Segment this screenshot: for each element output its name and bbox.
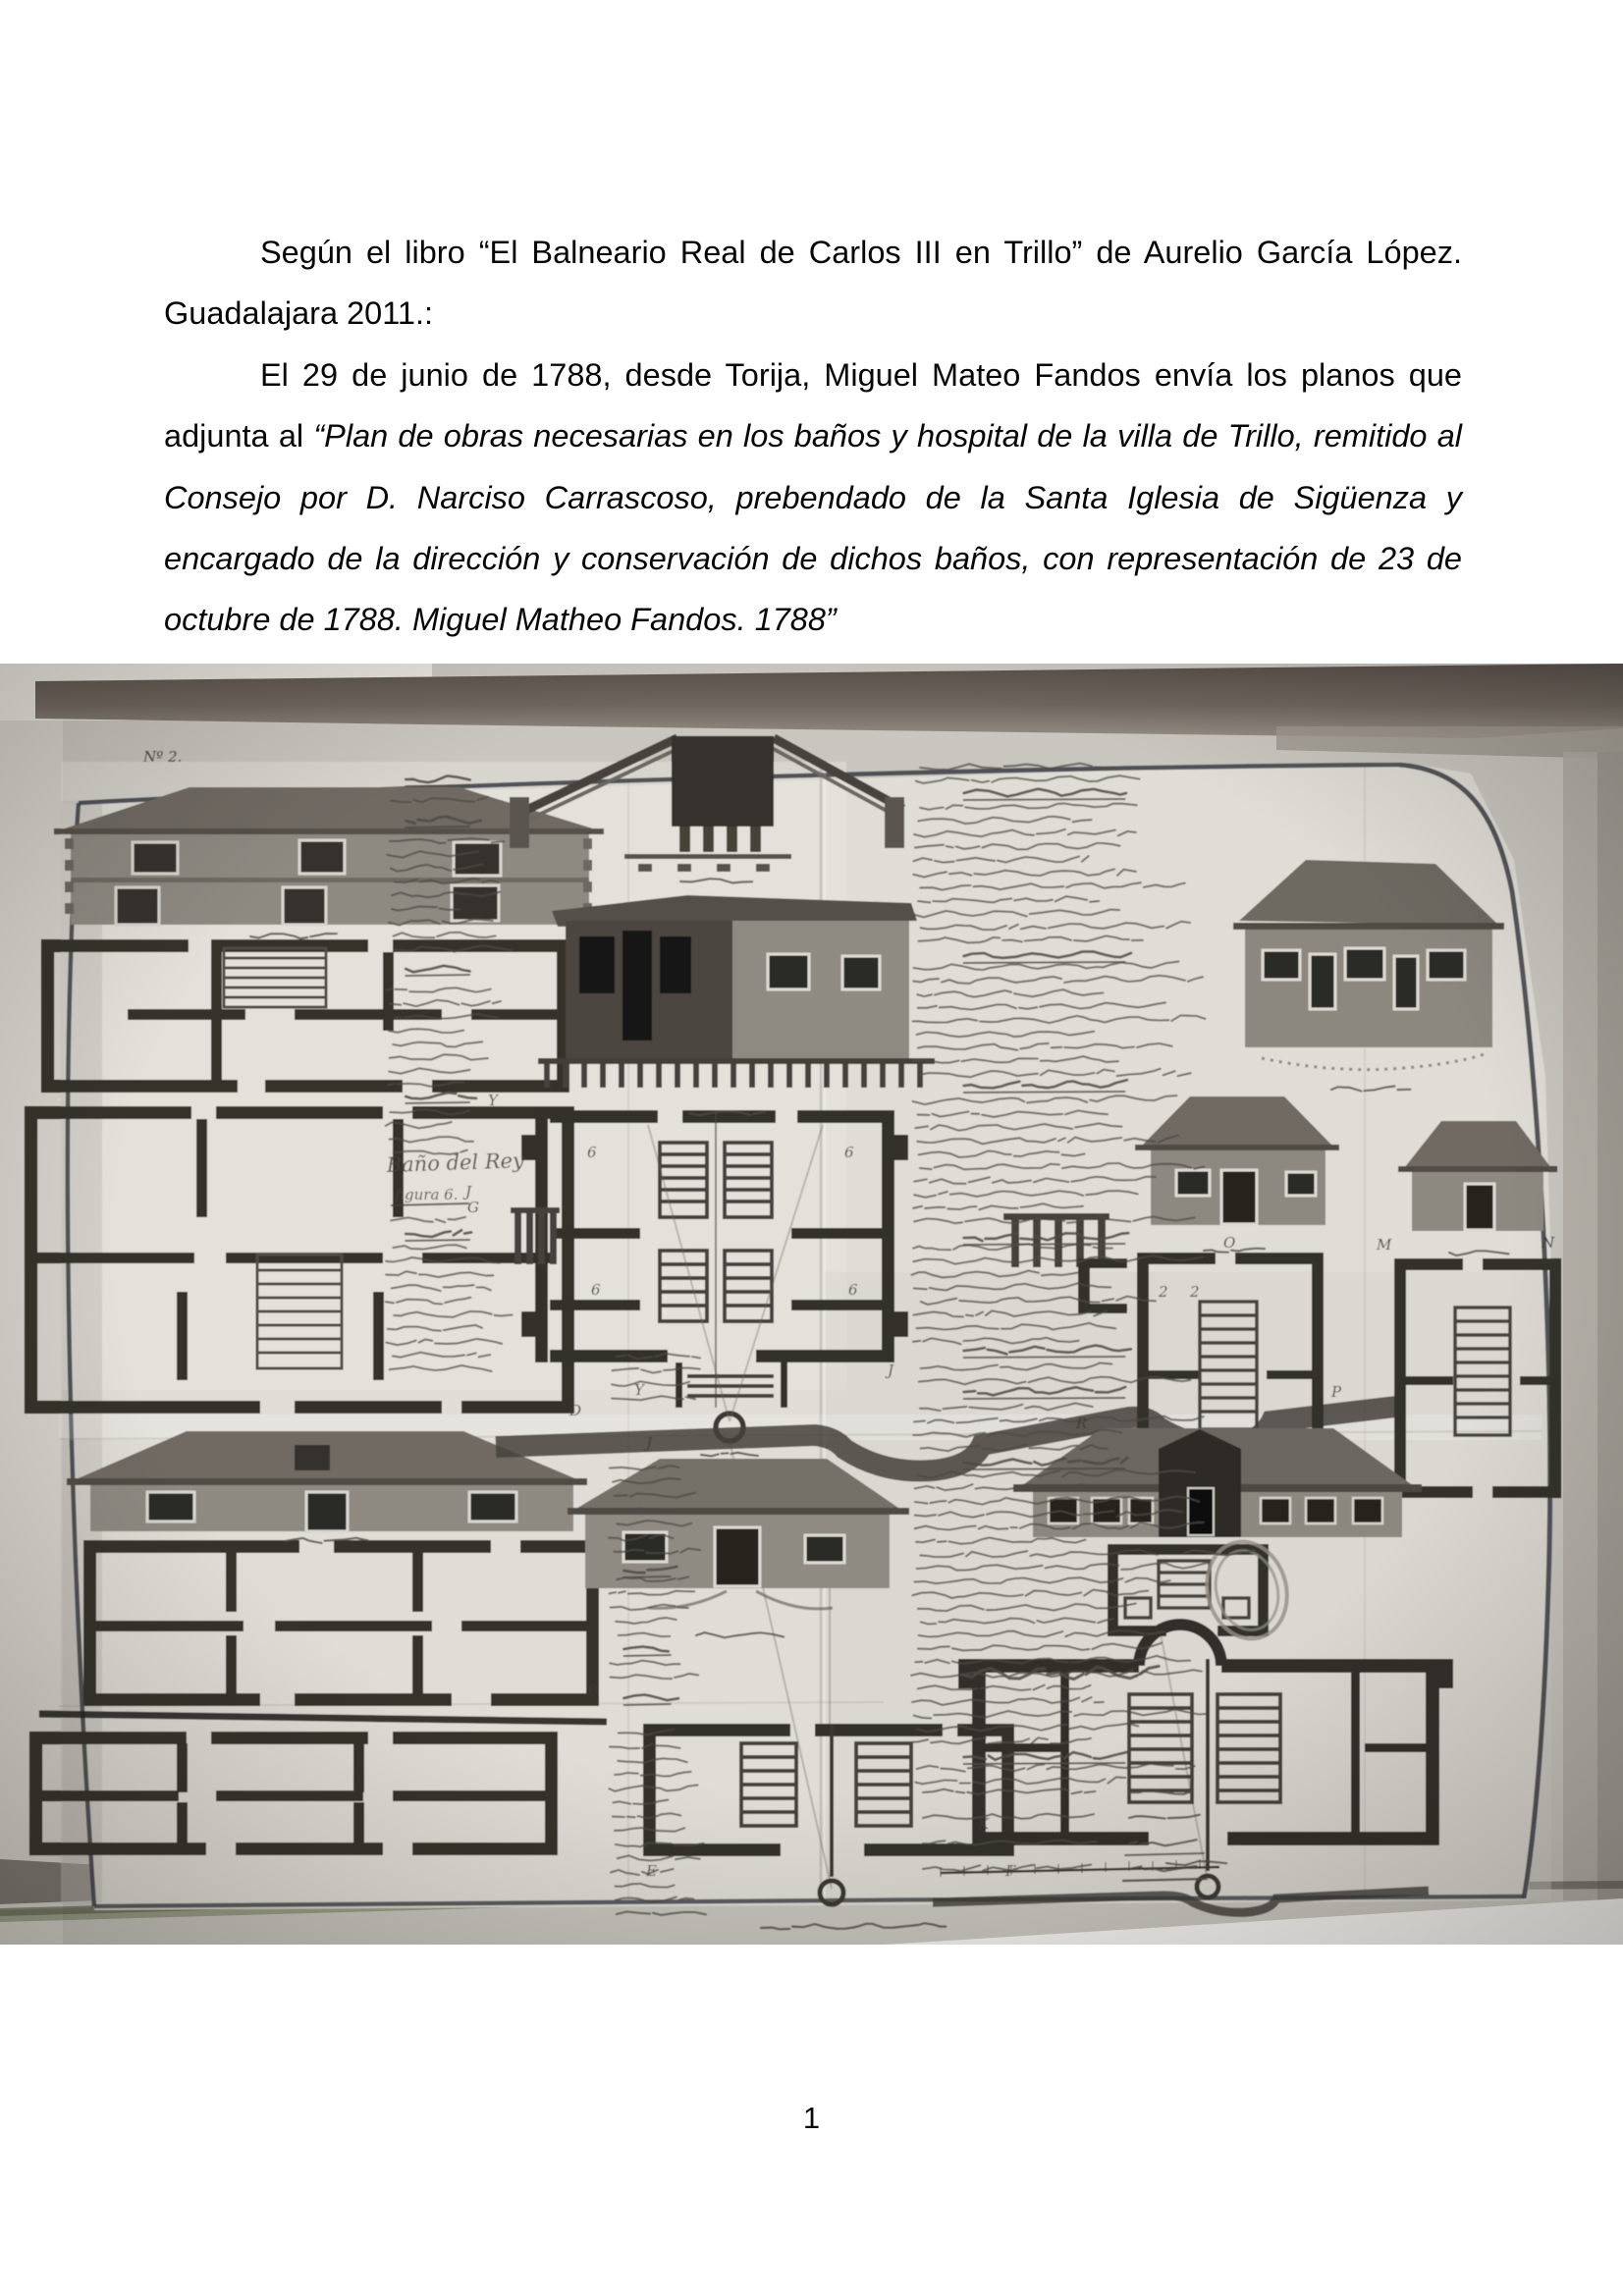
paragraph-2-lead: El 29 de junio de 1788, desde Torija, Miguel Mateo Fandos envía los planos que adjunta al [164, 356, 1462, 454]
paragraph-1 [164, 222, 1462, 345]
page-number: 1 [802, 2101, 821, 2135]
plan-photo [0, 664, 1623, 1945]
plan-photo-figure [0, 664, 1623, 1945]
paragraph-1-text: Según el libro “El Balneario Real de Carlos III en Trillo” de Aurelio García López. Guadalajara 2011.: [164, 235, 1462, 332]
paragraph-2 [164, 345, 1462, 651]
photo-vignette [0, 664, 1623, 1945]
paragraph-2-quote: “Plan de obras necesarias en los baños y hospital de la villa de Trillo, remitido al Consejo por D. Narciso Carrascoso, prebendado de la Santa Iglesia de Sigüenza y encargado de la dirección y conservación de dichos baños, con representación de 23 de octubre de 1788. Miguel Matheo Fandos. 1788” [164, 418, 1462, 638]
text-block [164, 222, 1462, 651]
